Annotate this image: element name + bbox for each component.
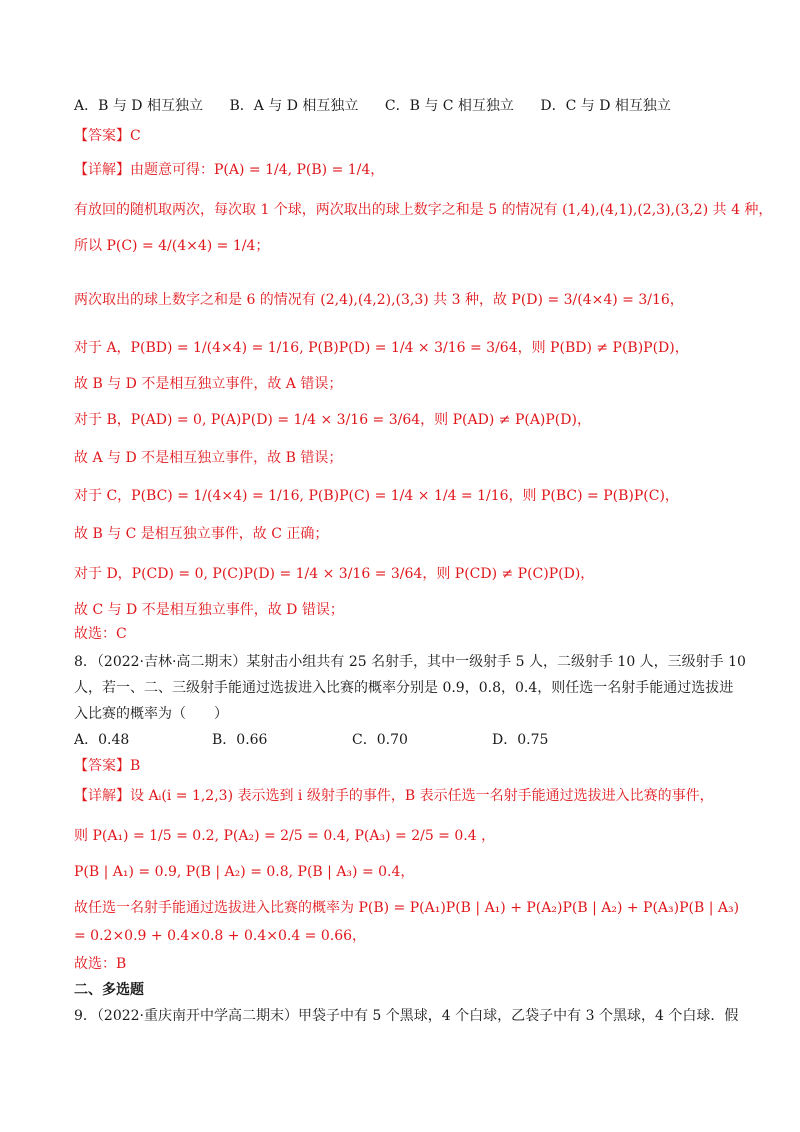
q7-detail-line-11: 对于 D，P(CD) = 0, P(C)P(D) = 1/4 × 3/16 = 3/64，则 P(CD) ≠ P(C)P(D)， xyxy=(74,566,595,582)
q7-option-c: C．B 与 C 相互独立 xyxy=(384,98,514,114)
q7-detail-line-6: 故 B 与 D 不是相互独立事件，故 A 错误； xyxy=(74,376,343,392)
q9-stem-line-1: 9．（2022·重庆南开中学高二期末）甲袋子中有 5 个黑球，4 个白球，乙袋子中有 3 个黑球，4 个白球．假 xyxy=(74,1008,739,1024)
q8-option-b: B．0.66 xyxy=(212,732,268,748)
q8-option-a: A．0.48 xyxy=(74,732,130,748)
q7-detail-line-9: 对于 C，P(BC) = 1/(4×4) = 1/16, P(B)P(C) = 1/4 × 1/4 = 1/16，则 P(BC) = P(B)P(C)， xyxy=(74,488,679,504)
q7-answer: 【答案】C xyxy=(74,128,141,144)
q7-detail-line-3: 所以 P(C) = 4/(4×4) = 1/4； xyxy=(74,238,270,254)
q8-stem-line-3: 入比赛的概率为（ ） xyxy=(74,706,228,722)
section-heading-multiple-choice: 二、多选题 xyxy=(74,982,144,998)
q8-detail-text-1: 设 Aᵢ(i = 1,2,3) 表示选到 i 级射手的事件，B 表示任选一名射手能通过选拔进入比赛的事件， xyxy=(130,788,714,804)
q7-detail-line-8: 故 A 与 D 不是相互独立事件，故 B 错误； xyxy=(74,450,343,466)
q7-option-a: A．B 与 D 相互独立 xyxy=(74,98,203,114)
q8-answer: 【答案】B xyxy=(74,758,141,774)
q8-detail-line-4: 故任选一名射手能通过选拔进入比赛的概率为 P(B) = P(A₁)P(B | A₁) + P(A₂)P(B | A₂) + P(A₃)P(B | A₃) xyxy=(74,900,740,916)
q8-stem-line-2: 人，若一、二、三级射手能通过选拔进入比赛的概率分别是 0.9，0.8，0.4，则任选一名射手能通过选拔进 xyxy=(74,680,734,696)
q8-detail-line-3: P(B | A₁) = 0.9, P(B | A₂) = 0.8, P(B | A₃) = 0.4， xyxy=(74,864,415,880)
q8-detail-line-5: = 0.2×0.9 + 0.4×0.8 + 0.4×0.4 = 0.66， xyxy=(74,928,367,944)
q8-final-choice: 故选：B xyxy=(74,956,127,972)
q7-detail-line-10: 故 B 与 C 是相互独立事件，故 C 正确； xyxy=(74,526,329,542)
q8-option-d: D．0.75 xyxy=(492,732,549,748)
q7-option-b: B．A 与 D 相互独立 xyxy=(229,98,359,114)
q8-detail-line-1 xyxy=(74,786,740,806)
q7-detail-line-2: 有放回的随机取两次，每次取 1 个球，两次取出的球上数字之和是 5 的情况有 (1,4),(4,1),(2,3),(3,2) 共 4 种， xyxy=(74,202,773,218)
q7-final-choice: 故选：C xyxy=(74,626,127,642)
q8-stem-line-1: 8．（2022·吉林·高二期末）某射击小组共有 25 名射手，其中一级射手 5 人，二级射手 10 人，三级射手 10 xyxy=(74,654,746,670)
q8-detail-label: 【详解】 xyxy=(74,788,130,804)
q7-detail-line-5: 对于 A，P(BD) = 1/(4×4) = 1/16, P(B)P(D) = 1/4 × 3/16 = 3/64，则 P(BD) ≠ P(B)P(D)， xyxy=(74,340,689,356)
q8-detail-line-2: 则 P(A₁) = 1/5 = 0.2, P(A₂) = 2/5 = 0.4, P(A₃) = 2/5 = 0.4 ， xyxy=(74,828,496,844)
q7-detail-line-7: 对于 B，P(AD) = 0, P(A)P(D) = 1/4 × 3/16 = 3/64，则 P(AD) ≠ P(A)P(D)， xyxy=(74,412,591,428)
q7-detail-line-12: 故 C 与 D 不是相互独立事件，故 D 错误； xyxy=(74,602,344,618)
q7-options xyxy=(74,96,740,116)
q7-detail-line-4: 两次取出的球上数字之和是 6 的情况有 (2,4),(4,2),(3,3) 共 3 种，故 P(D) = 3/(4×4) = 3/16， xyxy=(74,292,684,308)
q7-option-d: D．C 与 D 相互独立 xyxy=(540,98,671,114)
q8-option-c: C．0.70 xyxy=(352,732,408,748)
q7-detail-line-1 xyxy=(74,160,740,180)
q7-detail-text-1: 由题意可得：P(A) = 1/4, P(B) = 1/4， xyxy=(130,162,385,178)
q7-detail-label: 【详解】 xyxy=(74,162,130,178)
